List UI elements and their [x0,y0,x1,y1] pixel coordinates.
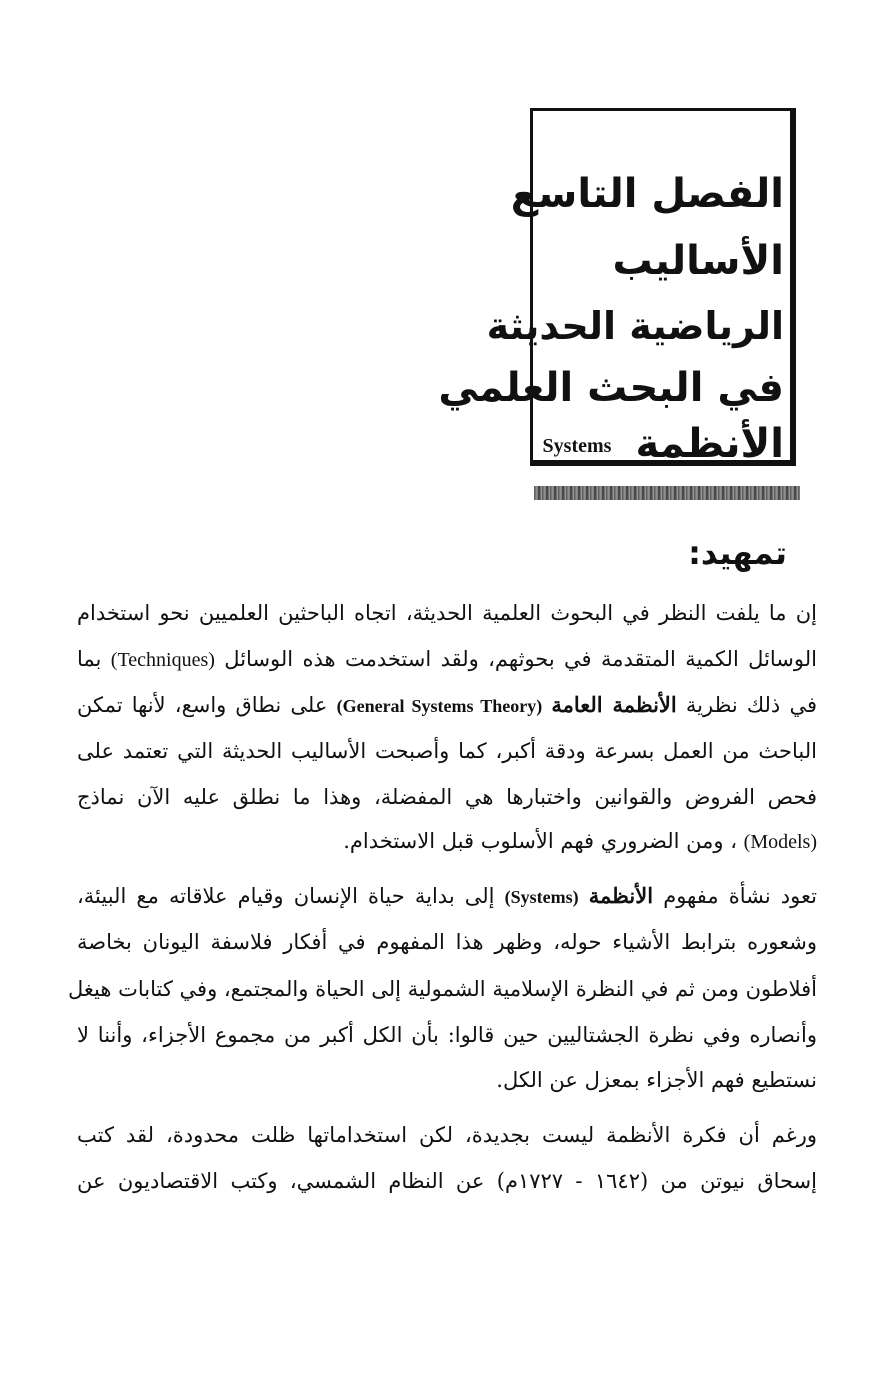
paragraph-1-line-5: فحص الفروض والقوانين واختبارها هي المفضلة، وهذا ما نطلق عليه الآن نماذج [77,785,817,809]
chapter-title-line-4 [539,419,784,471]
paragraph-1-line-4: الباحث من العمل بسرعة ودقة أكبر، كما وأصبحت الأساليب الحديثة التي تعتمد على [77,739,817,763]
paragraph-3-line-1: ورغم أن فكرة الأنظمة ليست بجديدة، لكن استخداماتها ظلت محدودة، لقد كتب [77,1123,817,1147]
bold-term: الأنظمة [588,883,654,908]
chapter-title-english-systems: Systems [542,435,612,457]
section-heading: تمهيد: [688,534,787,572]
text-run: بما [77,647,102,671]
english-term: (Systems) [504,887,579,907]
paragraph-2-line-4: وأنصاره وفي نظرة الجشتاليين حين قالوا: بأن الكل أكبر من مجموع الأجزاء، وأننا لا [77,1023,817,1047]
paragraph-2-line-3: أفلاطون ومن ثم في النظرة الإسلامية الشمولية إلى الحياة والمجتمع، وفي كتابات هيغل [68,977,817,1001]
text-run: الوسائل الكمية المتقدمة في بحوثهم، ولقد استخدمت هذه الوسائل [224,647,817,671]
text-run: على نطاق واسع، لأنها تمكن [77,693,328,717]
paragraph-2-line-1 [77,880,817,913]
chapter-title-line-1: الأساليب [612,238,784,284]
paragraph-1-line-6 [77,825,817,858]
chapter-title-line-3: في البحث العلمي [438,365,784,411]
text-run: في ذلك نظرية [685,693,817,717]
paragraph-1-line-1: إن ما يلفت النظر في البحوث العلمية الحديثة، اتجاه الباحثين العلميين نحو استخدام [77,601,817,625]
text-run: إلى بداية حياة الإنسان وقيام علاقاته مع البيئة، [77,884,495,908]
chapter-title-line-2: الرياضية الحديثة [486,304,784,348]
text-run: تعود نشأة مفهوم [663,884,817,908]
decorative-divider [534,486,800,500]
paragraph-3-line-2: إسحاق نيوتن من (١٦٤٢ - ١٧٢٧م) عن النظام الشمسي، وكتب الاقتصاديون عن [77,1169,817,1193]
chapter-number: الفصل التاسع [510,171,784,217]
text-run: ، ومن الضروري فهم الأسلوب قبل الاستخدام. [343,829,737,853]
bold-term: الأنظمة العامة [551,692,677,717]
chapter-title-arabic-systems: الأنظمة [635,421,784,467]
english-term: (Models) [743,831,817,853]
paragraph-1-line-2 [77,643,817,676]
english-term: (Techniques) [110,649,215,671]
paragraph-1-line-3 [77,689,817,722]
english-term: (General Systems Theory) [336,696,543,716]
paragraph-2-line-5: نستطيع فهم الأجزاء بمعزل عن الكل. [496,1068,817,1092]
chapter-title-box [438,108,796,467]
paragraph-2-line-2: وشعوره بترابط الأشياء حوله، وظهر هذا المفهوم في أفكار فلاسفة اليونان بخاصة [77,930,817,954]
